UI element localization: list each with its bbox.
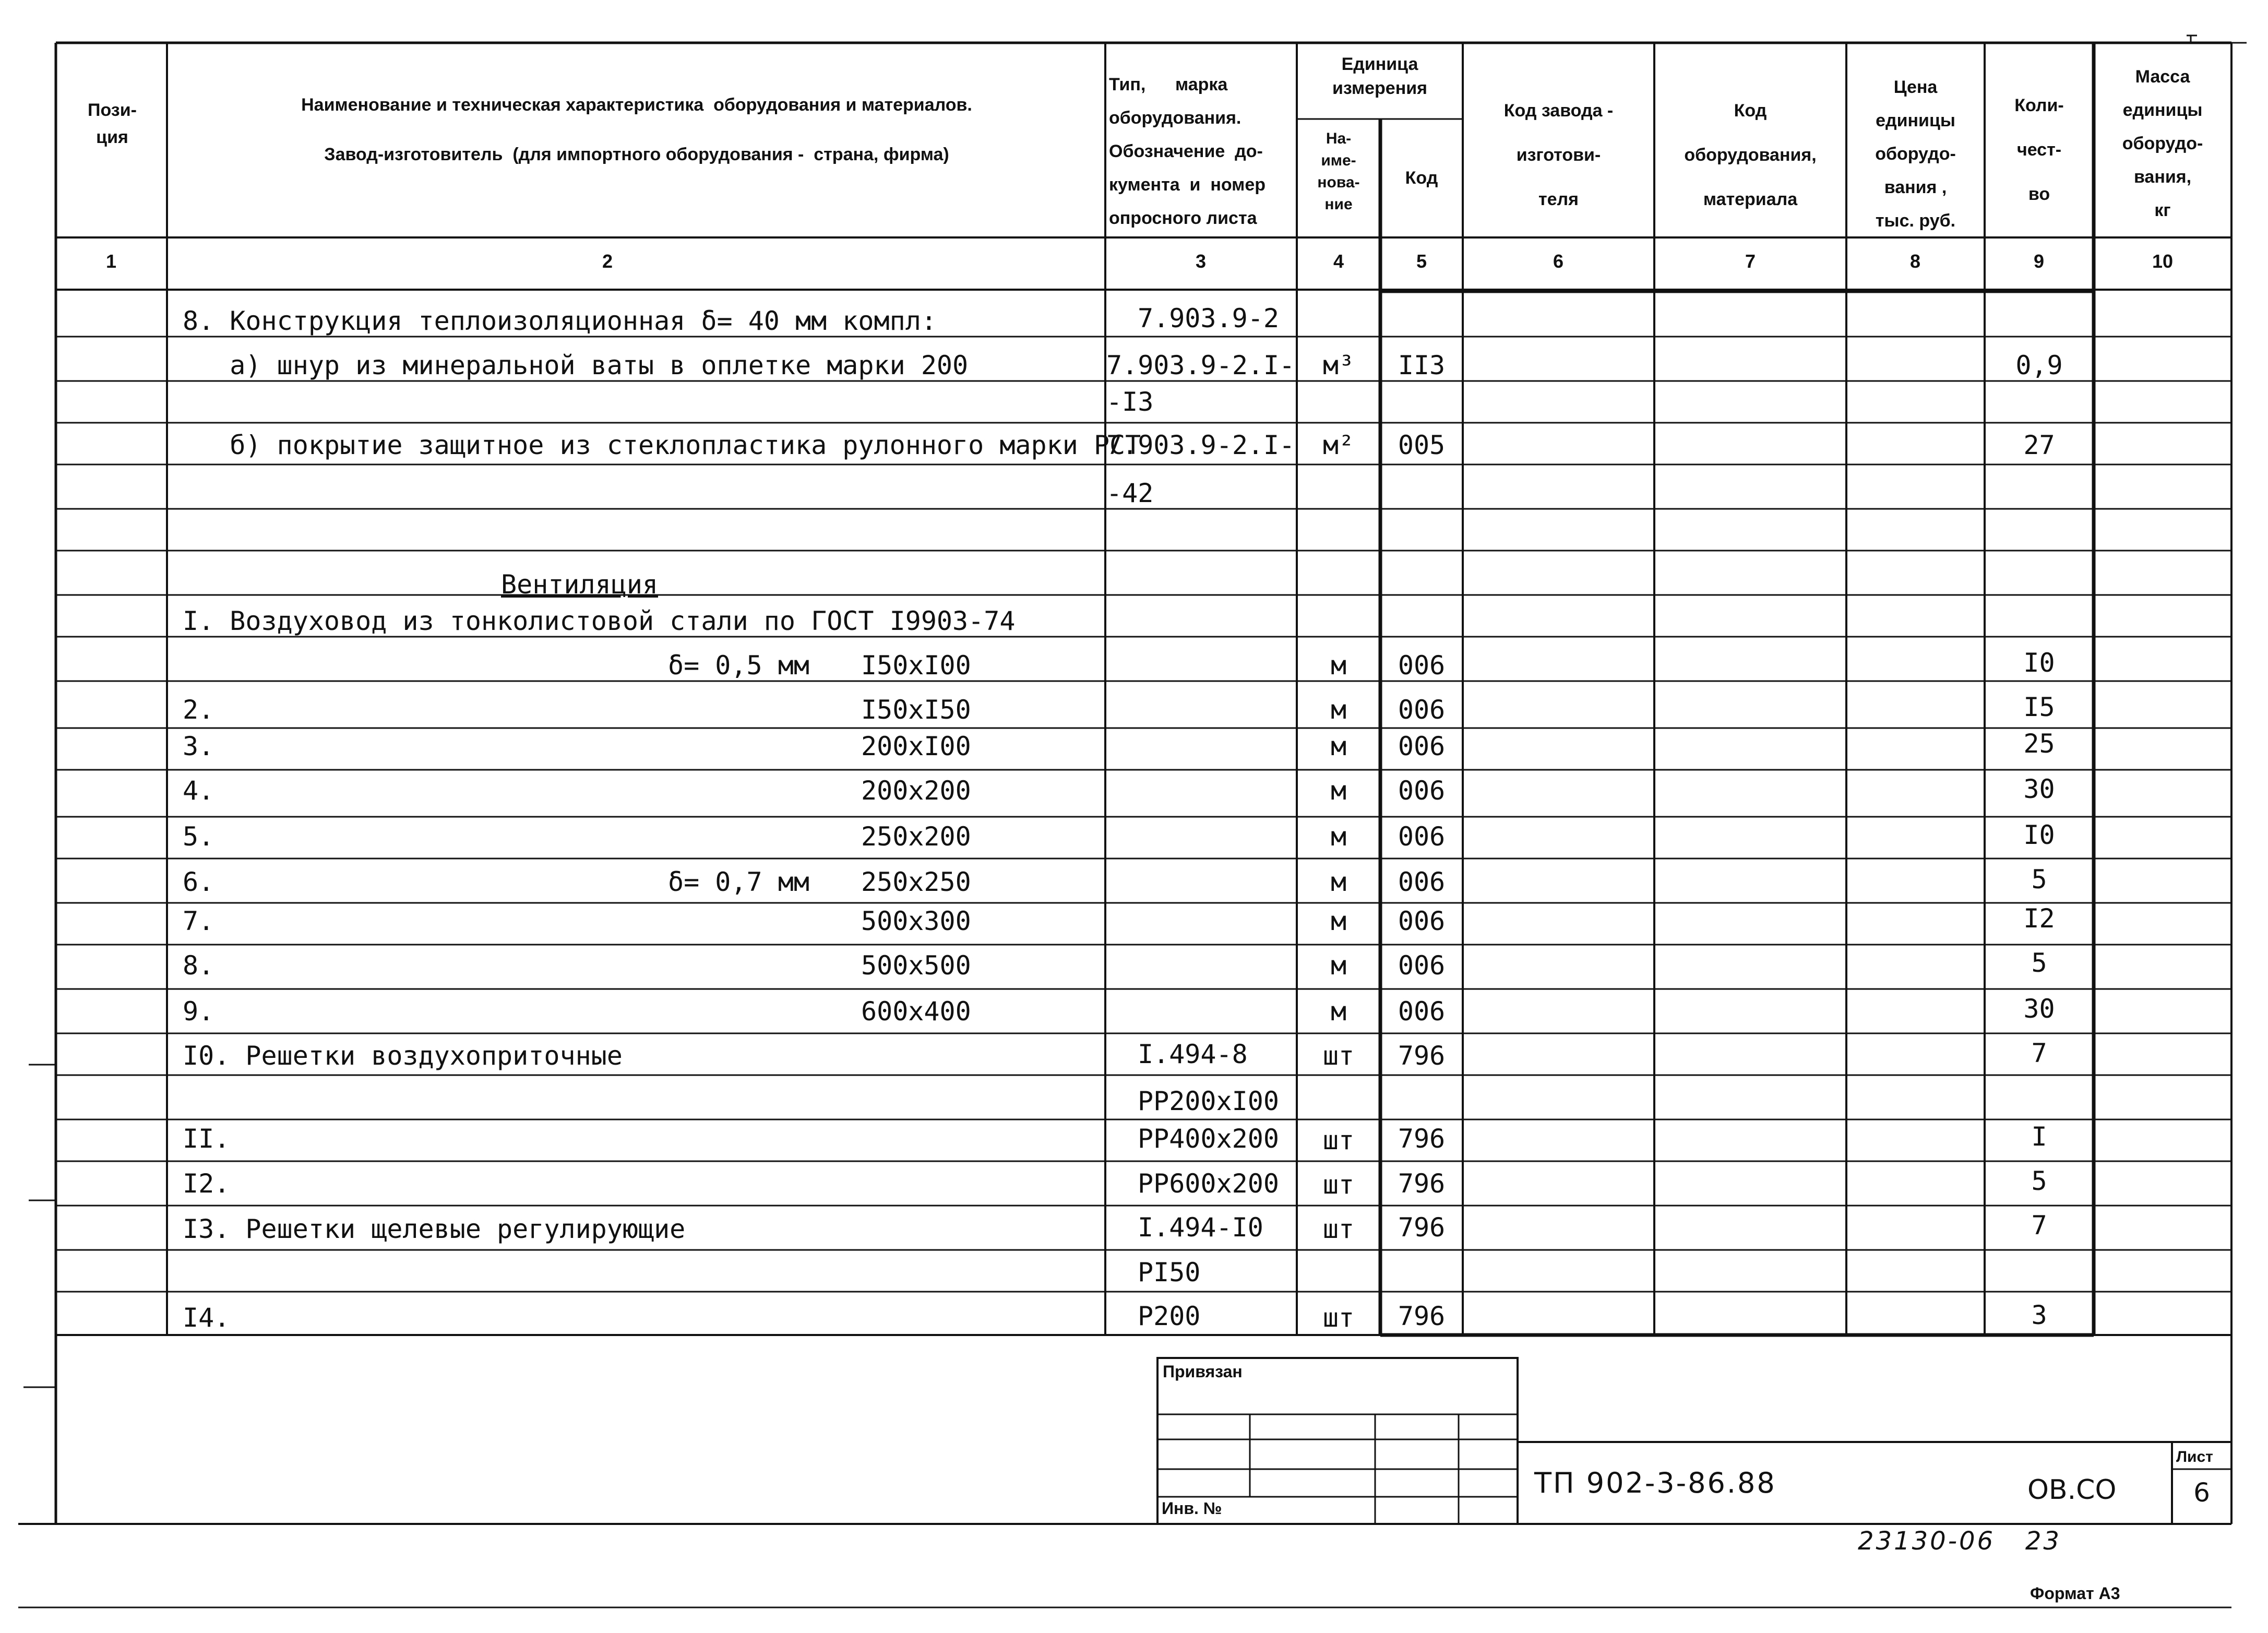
row-quantity: 7 (2031, 1210, 2047, 1241)
row-unit: м (1330, 950, 1347, 981)
row-quantity: I2 (2023, 903, 2055, 934)
header-col-equipment-code: Код оборудования, материала (1684, 101, 1817, 209)
row-name: II. (183, 1124, 230, 1154)
row-code: 006 (1398, 821, 1446, 852)
row-type: I.494-8 (1138, 1039, 1248, 1069)
row-size: 200xI00 (861, 731, 971, 761)
row-quantity: 7 (2031, 1038, 2047, 1068)
row-type: PP400x200 (1138, 1124, 1279, 1154)
header-col-unit-name: На- име- нова- ние (1317, 130, 1360, 213)
column-number: 5 (1416, 251, 1427, 272)
row-unit: шт (1322, 1214, 1355, 1244)
row-code: 006 (1398, 867, 1446, 897)
row-quantity: 25 (2023, 729, 2055, 759)
row-type: 7.903.9-2.I- (1106, 350, 1295, 380)
row-code: 796 (1398, 1169, 1446, 1199)
row-type: PI50 (1138, 1257, 1201, 1288)
row-unit: м (1330, 695, 1347, 725)
row-code: 006 (1398, 996, 1446, 1027)
row-note: δ= 0,7 мм (668, 867, 809, 897)
row-quantity: I0 (2023, 820, 2055, 850)
row-size: I50xI50 (861, 695, 971, 725)
column-number: 3 (1195, 251, 1207, 272)
row-code: 006 (1398, 776, 1446, 806)
row-quantity: 30 (2023, 994, 2055, 1024)
row-name: I0. Решетки воздухоприточные (183, 1041, 623, 1071)
row-name: б) покрытие защитное из стеклопластика рулонного марки РСТ (183, 430, 1141, 460)
row-name: I. Воздуховод из тонколистовой стали по ГОСТ I9903-74 (183, 606, 1016, 636)
paper-format: Формат А3 (2030, 1584, 2120, 1603)
row-type: PP600x200 (1138, 1169, 1279, 1199)
row-type: P200 (1138, 1301, 1201, 1331)
header-col-name-line1: Наименование и техническая характеристика оборудования и материалов. (301, 95, 972, 115)
document-mark: ОВ.СО (2027, 1474, 2117, 1506)
row-quantity: 0,9 (2015, 350, 2063, 380)
row-unit: шт (1322, 1125, 1355, 1155)
header-col-name-line2: Завод-изготовитель (для импортного оборудования - страна, фирма) (324, 145, 949, 164)
row-name: 3. (183, 731, 214, 761)
column-number: 2 (602, 251, 613, 272)
row-size: 500x500 (861, 950, 971, 981)
row-type: 7.903.9-2 (1138, 303, 1279, 333)
row-unit: м (1330, 821, 1347, 852)
row-code: 796 (1398, 1212, 1446, 1243)
row-type: 7.903.9-2.I- (1106, 430, 1295, 460)
header-col-factory-code: Код завода - изготови- теля (1503, 101, 1614, 209)
handwritten-inventory-number: 23130-06 23 (1858, 1527, 2061, 1556)
row-name: I4. (183, 1303, 230, 1333)
row-unit: м (1330, 996, 1347, 1027)
column-number: 8 (1909, 251, 1921, 272)
row-type: -I3 (1106, 387, 1154, 417)
row-code: 796 (1398, 1041, 1446, 1071)
row-size: 200x200 (861, 776, 971, 806)
row-code: 006 (1398, 950, 1446, 981)
row-quantity: 5 (2031, 1166, 2047, 1196)
row-quantity: I (2031, 1122, 2047, 1152)
row-type: -42 (1106, 478, 1154, 508)
row-code: II3 (1398, 350, 1446, 380)
row-unit: м (1330, 867, 1347, 897)
row-quantity: I5 (2023, 692, 2055, 722)
header-col-mass: Масса единицы оборудо- вания, кг (2122, 67, 2203, 220)
row-size: 500x300 (861, 906, 971, 936)
row-size: 600x400 (861, 996, 971, 1027)
row-code: 006 (1398, 731, 1446, 761)
row-type: PP200xI00 (1138, 1086, 1279, 1116)
row-name: а) шнур из минеральной ваты в оплетке марки 200 (183, 350, 969, 380)
row-name: 2. (183, 695, 214, 725)
row-name: δ= 0,5 мм (668, 650, 809, 681)
header-col-quantity: Коли- чест- во (2014, 96, 2064, 204)
header-col-unit-code: Код (1405, 168, 1438, 188)
row-code: 006 (1398, 650, 1446, 681)
header-col-unit: Единица измерения (1332, 54, 1427, 98)
row-code: 796 (1398, 1124, 1446, 1154)
row-name: I2. (183, 1169, 230, 1199)
row-size: 250x250 (861, 867, 971, 897)
inventory-number-label: Инв. № (1162, 1499, 1222, 1518)
row-name: 6. (183, 867, 214, 897)
row-size: 250x200 (861, 821, 971, 852)
row-name: I3. Решетки щелевые регулирующие (183, 1214, 686, 1244)
row-unit: м (1330, 731, 1347, 761)
column-number: 10 (2152, 251, 2174, 272)
row-name: 8. (183, 950, 214, 981)
column-number: 7 (1745, 251, 1756, 272)
header-col-type: Тип, марка оборудования. Обозначение до- кумента и номер опросного листа (1109, 75, 1266, 228)
row-quantity: 30 (2023, 774, 2055, 804)
column-number: 6 (1553, 251, 1564, 272)
row-code: 796 (1398, 1301, 1446, 1331)
row-unit: м (1330, 650, 1347, 681)
column-number: 1 (105, 251, 117, 272)
row-quantity: I0 (2023, 648, 2055, 678)
row-unit: м (1330, 906, 1347, 936)
row-quantity: 27 (2023, 430, 2055, 460)
row-code: 006 (1398, 695, 1446, 725)
row-unit: м³ (1322, 350, 1355, 380)
column-number: 9 (2033, 251, 2045, 272)
sheet-number: 6 (2193, 1477, 2210, 1508)
row-type: I.494-I0 (1138, 1212, 1263, 1243)
row-name: 7. (183, 906, 214, 936)
attached-label: Привязан (1163, 1362, 1243, 1381)
row-unit: м² (1322, 430, 1355, 460)
row-unit: шт (1322, 1041, 1355, 1071)
row-name: 5. (183, 821, 214, 852)
row-code: 005 (1398, 430, 1446, 460)
row-unit: м (1330, 776, 1347, 806)
column-number: 4 (1333, 251, 1344, 272)
row-name: 8. Конструкция теплоизоляционная δ= 40 мм компл: (183, 306, 937, 336)
row-unit: шт (1322, 1303, 1355, 1333)
row-unit: шт (1322, 1170, 1355, 1200)
section-heading: Вентиляция (501, 569, 659, 600)
row-name: 4. (183, 776, 214, 806)
row-quantity: 3 (2031, 1300, 2047, 1330)
row-size: I50xI00 (861, 650, 971, 681)
sheet-label: Лист (2176, 1448, 2213, 1465)
row-quantity: 5 (2031, 864, 2047, 895)
row-quantity: 5 (2031, 948, 2047, 978)
row-code: 006 (1398, 906, 1446, 936)
document-code: ТП 902-3-86.88 (1534, 1467, 1776, 1499)
header-col-price: Цена единицы оборудо- вания , тыс. руб. (1875, 77, 1956, 231)
header-col-position: Пози- ция (88, 100, 137, 147)
row-name: 9. (183, 996, 214, 1027)
